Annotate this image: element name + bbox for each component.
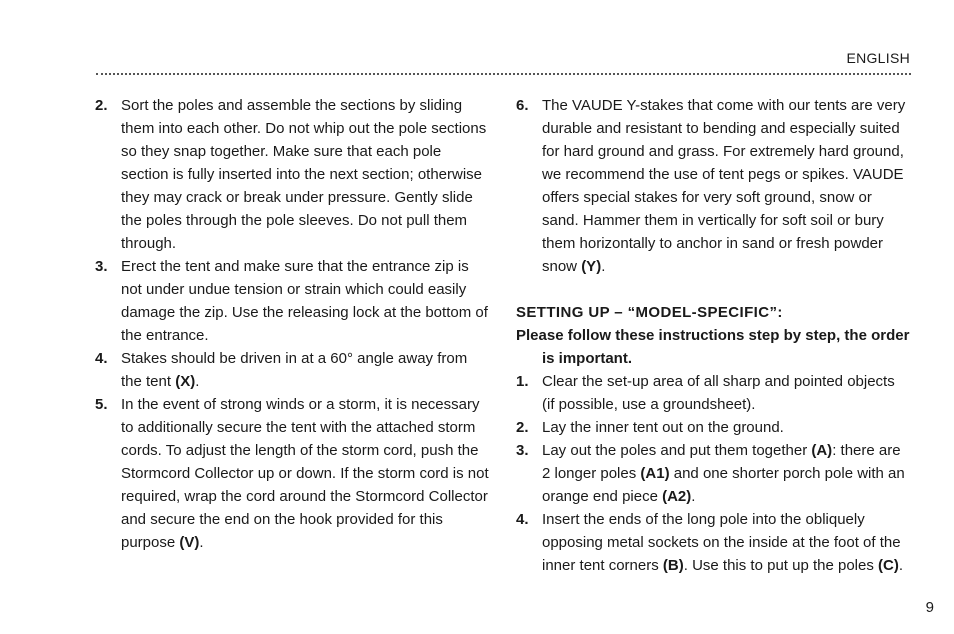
item-number: 4.	[95, 350, 108, 367]
item-number: 4.	[516, 511, 529, 528]
item-number: 1.	[516, 373, 529, 390]
language-label: ENGLISH	[846, 50, 910, 66]
item-text: Clear the set-up area of all sharp and pointed objects (if possible, use a groundsheet).	[542, 373, 895, 413]
list-item	[95, 94, 490, 255]
instruction-text: Please follow these instructions step by step, the order is important.	[516, 327, 910, 367]
item-text: Stakes should be driven in at a 60° angle away from the tent	[121, 350, 468, 390]
item-text-tail: .	[195, 373, 200, 390]
dotted-divider	[96, 73, 911, 75]
left-column	[95, 94, 490, 554]
item-text-tail: .	[199, 534, 204, 551]
item-text: . Use this to put up the poles	[683, 557, 879, 574]
figure-reference: (B)	[662, 557, 684, 574]
item-text-tail: .	[898, 557, 904, 574]
list-item	[95, 393, 490, 554]
item-number: 2.	[95, 97, 108, 114]
figure-reference: (Y)	[581, 258, 602, 275]
item-number: 3.	[516, 442, 529, 459]
list-item	[516, 439, 911, 508]
item-text: Lay out the poles and put them together	[542, 442, 812, 459]
item-text: : there are 2 longer poles	[542, 442, 901, 482]
list-item	[516, 508, 911, 577]
right-column	[516, 94, 911, 577]
list-item	[516, 416, 911, 439]
list-item	[95, 255, 490, 347]
item-text: In the event of strong winds or a storm, it is necessary to additionally secure the tent with the attached storm cords. To adjust the length of the storm cord, push the Stormcord Collector up or down. If the storm cord is not required, wrap the cord around the Stormcord Collector and secure the end on the hook provided for this purpose	[121, 396, 489, 551]
spacer	[516, 278, 911, 301]
item-text: and one shorter porch pole with an orange end piece	[542, 465, 905, 505]
item-number: 2.	[516, 419, 529, 436]
list-item	[95, 347, 490, 393]
item-number: 5.	[95, 396, 108, 413]
figure-reference: (A2)	[662, 488, 692, 505]
item-number: 3.	[95, 258, 108, 275]
item-text-tail: .	[691, 488, 696, 505]
item-text: Insert the ends of the long pole into the obliquely opposing metal sockets on the inside at the foot of the inner tent corners	[542, 511, 901, 574]
figure-reference: (A1)	[640, 465, 670, 482]
list-item	[516, 370, 911, 416]
figure-reference: (V)	[179, 534, 200, 551]
page-number: 9	[925, 599, 934, 616]
list-item	[516, 94, 911, 278]
item-text-tail: .	[601, 258, 606, 275]
figure-reference: (X)	[175, 373, 196, 390]
item-text: The VAUDE Y-stakes that come with our tents are very durable and resistant to bending and especially suited for hard ground and grass. For extremely hard ground, we recommend the use of tent pegs or spikes. VAUDE offers special stakes for very soft ground, snow or sand. Hammer them in vertically for soft soil or bury them horizontally to anchor in sand or fresh powder snow	[542, 97, 906, 275]
figure-reference: (C)	[878, 557, 899, 574]
item-text: Lay the inner tent out on the ground.	[542, 419, 784, 436]
item-text: Erect the tent and make sure that the entrance zip is not under undue tension or strain which could easily damage the zip. Use the releasing lock at the bottom of the entrance.	[121, 258, 488, 344]
section-heading: SETTING UP – “MODEL-SPECIFIC”:	[516, 304, 783, 321]
item-number: 6.	[516, 97, 529, 114]
figure-reference: (A)	[811, 442, 833, 459]
item-text: Sort the poles and assemble the sections by sliding them into each other. Do not whip out the pole sections so they snap together. Make sure that each pole section is fully inserted into the next section; otherwise they may crack or break under pressure. Gently slide the poles through the pole sleeves. Do not pull them through.	[121, 97, 487, 252]
